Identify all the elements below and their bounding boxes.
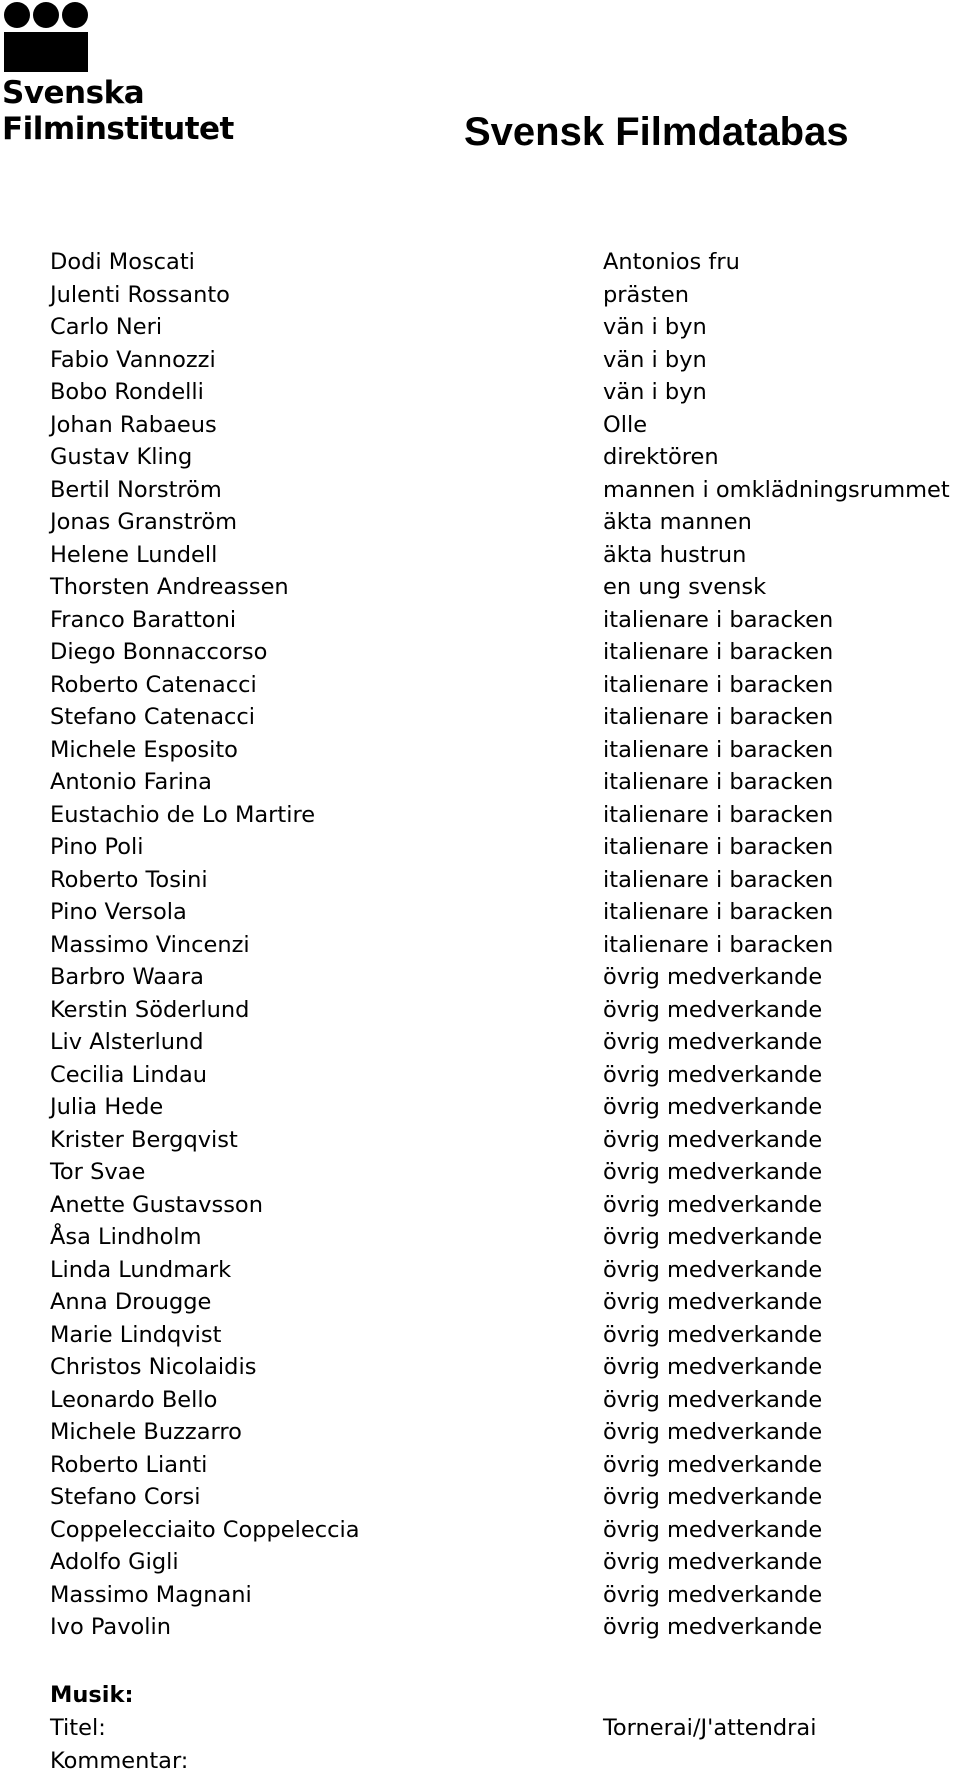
credit-name: Roberto Catenacci bbox=[50, 671, 257, 698]
logo-dot-icon bbox=[33, 2, 59, 28]
credit-row bbox=[50, 1286, 960, 1319]
credit-role: övrig medverkande bbox=[603, 996, 823, 1023]
credit-row bbox=[50, 539, 960, 572]
credit-name: Pino Versola bbox=[50, 899, 187, 925]
credit-row bbox=[50, 734, 960, 767]
credit-name: Antonio Farina bbox=[50, 769, 212, 795]
credit-row bbox=[50, 311, 960, 344]
credit-role: övrig medverkande bbox=[603, 1321, 823, 1348]
credit-name: Kerstin Söderlund bbox=[50, 996, 250, 1023]
credit-role: italienare i baracken bbox=[603, 866, 834, 893]
credit-role: italienare i baracken bbox=[603, 671, 834, 698]
credit-row bbox=[50, 961, 960, 994]
credit-row bbox=[50, 474, 960, 507]
credit-role: övrig medverkande bbox=[603, 1126, 823, 1153]
logo-dots-icon bbox=[4, 2, 94, 30]
credit-name: Barbro Waara bbox=[50, 964, 204, 990]
credit-role: vän i byn bbox=[603, 314, 707, 340]
credit-name: Bertil Norström bbox=[50, 476, 222, 503]
credit-row bbox=[50, 1189, 960, 1222]
credit-name: Julenti Rossanto bbox=[50, 281, 230, 308]
credit-role: vän i byn bbox=[603, 379, 707, 405]
credit-name: Roberto Lianti bbox=[50, 1451, 208, 1478]
credit-role: övrig medverkande bbox=[603, 1256, 823, 1283]
credit-row bbox=[50, 864, 960, 897]
credit-row bbox=[50, 929, 960, 962]
credit-name: Massimo Magnani bbox=[50, 1581, 252, 1608]
music-title-label: Titel: bbox=[50, 1715, 106, 1741]
credit-name: Marie Lindqvist bbox=[50, 1321, 222, 1348]
credit-row bbox=[50, 701, 960, 734]
credit-row bbox=[50, 409, 960, 442]
credit-name: Ivo Pavolin bbox=[50, 1614, 172, 1640]
credit-role: italienare i baracken bbox=[603, 704, 834, 730]
credit-role: övrig medverkande bbox=[603, 1094, 823, 1120]
credit-name: Massimo Vincenzi bbox=[50, 931, 250, 958]
music-comment-label: Kommentar: bbox=[50, 1748, 189, 1774]
credit-row bbox=[50, 1091, 960, 1124]
credit-row bbox=[50, 1059, 960, 1092]
credit-row bbox=[50, 994, 960, 1027]
credit-role: övrig medverkande bbox=[603, 1451, 823, 1478]
credit-row bbox=[50, 604, 960, 637]
logo-dot-icon bbox=[62, 2, 88, 28]
credit-row bbox=[50, 669, 960, 702]
credit-name: Liv Alsterlund bbox=[50, 1029, 204, 1055]
logo-text-line-1: Svenska bbox=[2, 75, 145, 111]
credit-name: Åsa Lindholm bbox=[50, 1224, 202, 1250]
credit-row bbox=[50, 766, 960, 799]
logo-block-icon bbox=[4, 32, 88, 72]
page-title: Svensk Filmdatabas bbox=[464, 110, 849, 154]
credit-role: övrig medverkande bbox=[603, 1159, 823, 1185]
credit-row bbox=[50, 279, 960, 312]
credit-row bbox=[50, 1579, 960, 1612]
credit-name: Stefano Catenacci bbox=[50, 704, 256, 730]
credit-role: övrig medverkande bbox=[603, 1614, 823, 1640]
credit-role: övrig medverkande bbox=[603, 1386, 823, 1413]
credit-role: italienare i baracken bbox=[603, 899, 834, 925]
credit-role: italienare i baracken bbox=[603, 801, 834, 828]
credit-name: Bobo Rondelli bbox=[50, 379, 204, 405]
credit-role: direktören bbox=[603, 444, 719, 470]
credit-name: Michele Esposito bbox=[50, 736, 238, 763]
credit-role: en ung svensk bbox=[603, 574, 767, 600]
credit-row bbox=[50, 1026, 960, 1059]
credit-row bbox=[50, 1514, 960, 1547]
credit-row bbox=[50, 1611, 960, 1644]
music-title-value: Tornerai/J'attendrai bbox=[603, 1715, 817, 1741]
credit-row bbox=[50, 896, 960, 929]
credit-role: övrig medverkande bbox=[603, 1224, 823, 1250]
credit-role: övrig medverkande bbox=[603, 964, 823, 990]
credits-list bbox=[50, 246, 960, 1644]
credit-name: Julia Hede bbox=[50, 1094, 164, 1120]
credit-role: prästen bbox=[603, 281, 689, 308]
credit-row bbox=[50, 1416, 960, 1449]
credit-role: italienare i baracken bbox=[603, 931, 834, 958]
credit-role: övrig medverkande bbox=[603, 1289, 823, 1315]
credit-row bbox=[50, 1254, 960, 1287]
credit-name: Helene Lundell bbox=[50, 541, 218, 568]
credit-row bbox=[50, 636, 960, 669]
credit-row bbox=[50, 1351, 960, 1384]
logo-text-line-2: Filminstitutet bbox=[2, 111, 234, 147]
logo-dot-icon bbox=[4, 2, 30, 28]
credit-row bbox=[50, 1449, 960, 1482]
credit-role: övrig medverkande bbox=[603, 1191, 823, 1218]
credit-role: övrig medverkande bbox=[603, 1581, 823, 1608]
credit-name: Gustav Kling bbox=[50, 444, 193, 470]
credit-row bbox=[50, 1124, 960, 1157]
credit-role: äkta mannen bbox=[603, 509, 752, 535]
credit-row bbox=[50, 441, 960, 474]
credit-row bbox=[50, 831, 960, 864]
credit-row bbox=[50, 1221, 960, 1254]
credit-role: övrig medverkande bbox=[603, 1516, 823, 1543]
credit-name: Franco Barattoni bbox=[50, 606, 237, 633]
credit-role: övrig medverkande bbox=[603, 1549, 823, 1575]
credit-name: Tor Svae bbox=[50, 1159, 146, 1185]
credit-name: Fabio Vannozzi bbox=[50, 346, 216, 373]
credit-role: mannen i omklädningsrummet bbox=[603, 476, 950, 503]
credit-role: övrig medverkande bbox=[603, 1061, 823, 1088]
credit-role: vän i byn bbox=[603, 346, 707, 373]
credit-name: Eustachio de Lo Martire bbox=[50, 801, 316, 828]
credit-row bbox=[50, 246, 960, 279]
credit-name: Leonardo Bello bbox=[50, 1386, 218, 1413]
music-heading: Musik: bbox=[50, 1682, 134, 1708]
credit-name: Krister Bergqvist bbox=[50, 1126, 238, 1153]
credit-row bbox=[50, 1319, 960, 1352]
credit-name: Diego Bonnaccorso bbox=[50, 639, 268, 665]
credit-name: Roberto Tosini bbox=[50, 866, 208, 893]
credit-row bbox=[50, 1384, 960, 1417]
credit-role: italienare i baracken bbox=[603, 769, 834, 795]
credit-name: Thorsten Andreassen bbox=[50, 574, 289, 600]
credit-row bbox=[50, 376, 960, 409]
credit-name: Stefano Corsi bbox=[50, 1484, 201, 1510]
credit-name: Linda Lundmark bbox=[50, 1256, 232, 1283]
credit-row bbox=[50, 344, 960, 377]
credit-role: Antonios fru bbox=[603, 249, 740, 275]
credit-row bbox=[50, 506, 960, 539]
credit-name: Adolfo Gigli bbox=[50, 1549, 179, 1575]
credit-row bbox=[50, 1481, 960, 1514]
credit-name: Michele Buzzarro bbox=[50, 1419, 242, 1445]
credit-row bbox=[50, 1546, 960, 1579]
credit-role: övrig medverkande bbox=[603, 1419, 823, 1445]
credit-role: italienare i baracken bbox=[603, 639, 834, 665]
credit-name: Anna Drougge bbox=[50, 1289, 212, 1315]
credit-row bbox=[50, 571, 960, 604]
svenska-filminstitutet-logo bbox=[4, 2, 244, 152]
credit-name: Carlo Neri bbox=[50, 314, 163, 340]
credit-name: Johan Rabaeus bbox=[50, 411, 217, 438]
credit-name: Anette Gustavsson bbox=[50, 1191, 263, 1218]
credit-name: Cecilia Lindau bbox=[50, 1061, 207, 1088]
credit-name: Jonas Granström bbox=[50, 509, 238, 535]
credit-row bbox=[50, 799, 960, 832]
credit-row bbox=[50, 1156, 960, 1189]
credit-name: Pino Poli bbox=[50, 834, 144, 860]
credit-role: italienare i baracken bbox=[603, 736, 834, 763]
credit-name: Coppelecciaito Coppeleccia bbox=[50, 1516, 360, 1543]
credit-role: italienare i baracken bbox=[603, 606, 834, 633]
credit-role: övrig medverkande bbox=[603, 1354, 823, 1380]
credit-role: Olle bbox=[603, 411, 648, 438]
credit-role: äkta hustrun bbox=[603, 541, 747, 568]
credit-role: övrig medverkande bbox=[603, 1484, 823, 1510]
credit-name: Dodi Moscati bbox=[50, 249, 195, 275]
credit-name: Christos Nicolaidis bbox=[50, 1354, 257, 1380]
credit-role: övrig medverkande bbox=[603, 1029, 823, 1055]
credit-role: italienare i baracken bbox=[603, 834, 834, 860]
